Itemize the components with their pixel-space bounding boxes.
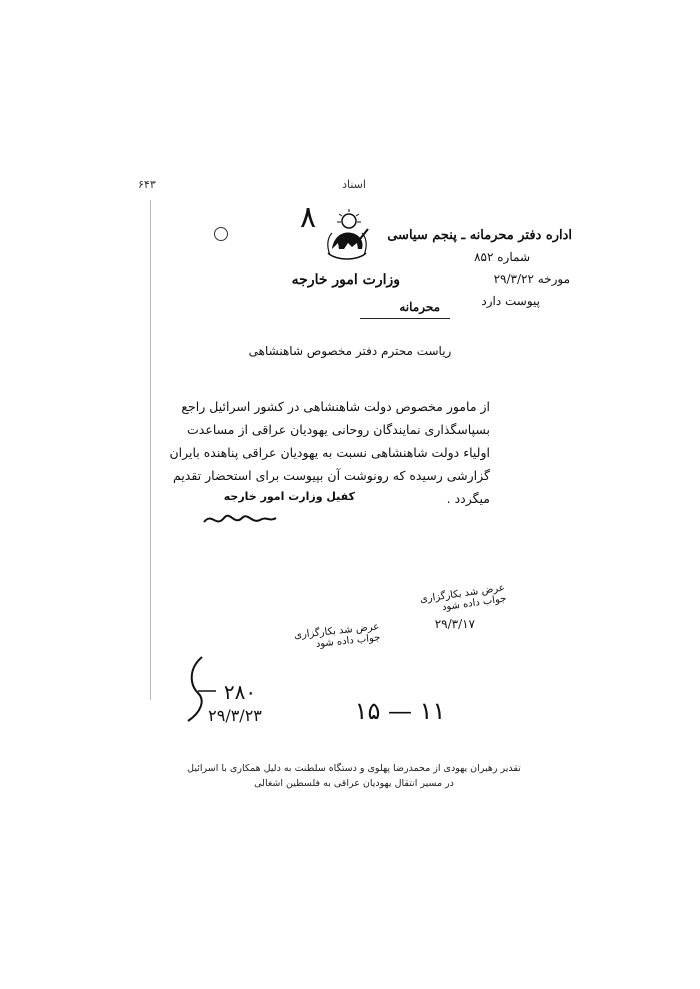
registration-number: ۱۵ — ۱۱ (354, 697, 446, 725)
signature-scrawl-icon (200, 508, 280, 532)
classification-underline (360, 318, 450, 319)
archive-number: ۲۸۰ (223, 680, 257, 704)
archive-date: ۲۹/۳/۲۳ (208, 706, 262, 725)
ministry-name: وزارت امور خارجه (291, 272, 400, 288)
handwritten-note-1-date: ۲۹/۳/۱۷ (434, 617, 475, 631)
handwritten-note-1: عرض شد بکارگزاری جواب داده شود (419, 582, 507, 614)
number-line: شماره ۸۵۲ (474, 250, 530, 264)
caption-line-2: در مسیر انتقال یهودیان عراقی به فلسطین اشغالی (254, 778, 454, 789)
office-line: اداره دفتر محرمانه ـ پنجم سیاسی (387, 228, 572, 243)
lion-and-sun-emblem-icon (322, 205, 372, 265)
recipient-line: ریاست محترم دفتر مخصوص شاهنشاهی (248, 344, 452, 358)
handwritten-note-2: عرض شد بکارگزاری جواب داده شود (293, 621, 381, 651)
handwritten-mark: ۸ (300, 200, 317, 235)
margin-line (150, 200, 151, 700)
attachment-line: پیوست دارد (481, 294, 540, 308)
classification-label: محرمانه (399, 300, 440, 314)
page-number: ۶۴۳ (138, 178, 156, 191)
signature-title: کفیل وزارت امور خارجه (223, 490, 355, 503)
caption-line-1: تقدیر رهبران یهودی از محمدرضا پهلوی و دستگاه سلطنت به دلیل همکاری با اسرائیل (187, 763, 521, 774)
letter-body: از مامور مخصوص دولت شاهنشاهی در کشور اسرائیل راجع بسپاسگذاری نمایندگان روحانی یهودیان عراقی از مساعدت اولیاء دولت شاهنشاهی نسبت به یهودیان عراقی پناهنده بایران گزارشی رسیده که رونوشت آن بپیوست برای استحضار تقدیم میگردد . (169, 399, 490, 506)
header-label: اسناد (342, 178, 366, 191)
date-line: مورخه ۲۹/۳/۲۲ (493, 272, 570, 286)
circle-mark (214, 227, 228, 241)
